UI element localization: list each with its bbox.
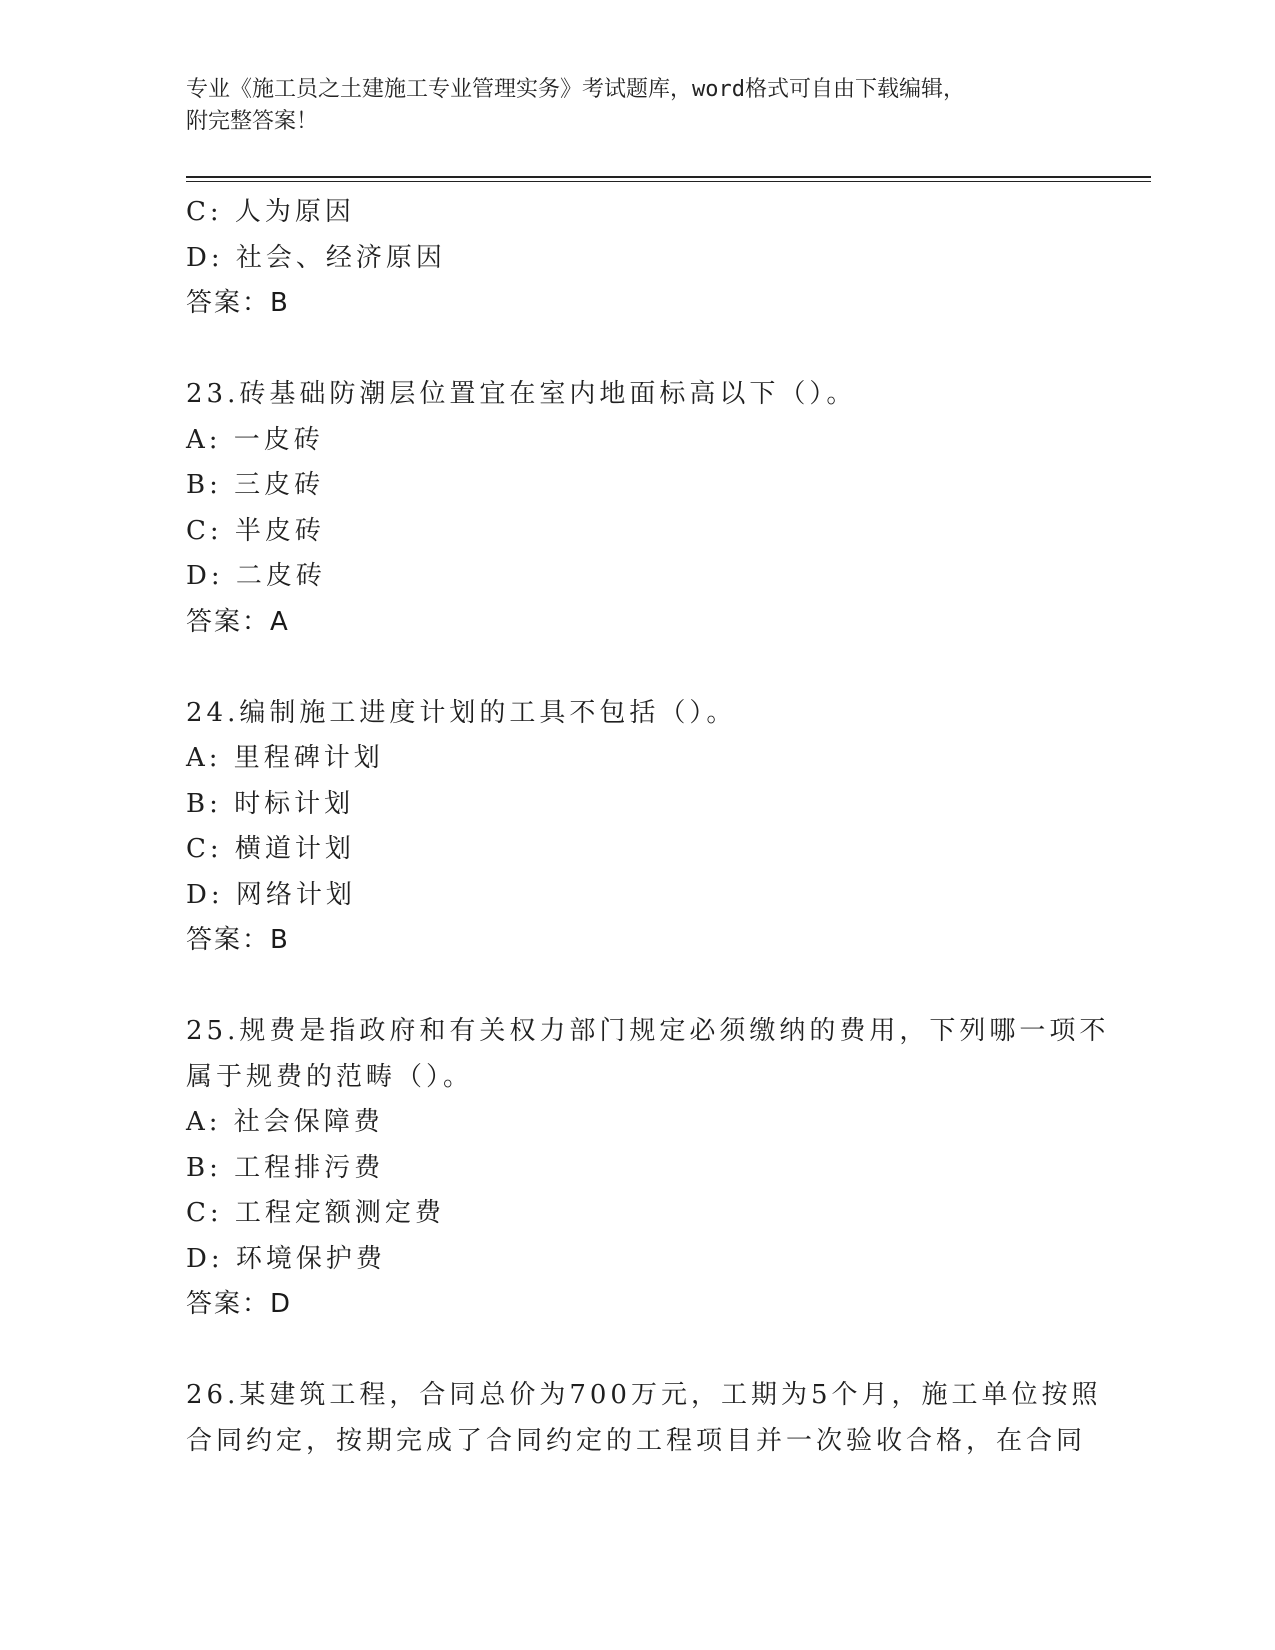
header-line-2: 附完整答案！ — [186, 109, 319, 134]
option-c: C: 工程定额测定费 — [186, 1198, 445, 1228]
option-d: D: 网络计划 — [186, 879, 356, 910]
question-text-line-2: 合同约定，按期完成了合同约定的工程项目并一次验收合格，在合同 — [186, 1425, 1087, 1456]
answer-line: 答案：A — [186, 606, 290, 637]
header-line-1: 专业《施工员之土建施工专业管理实务》考试题库，word格式可自由下载编辑， — [186, 77, 965, 102]
question-23 — [186, 372, 1086, 645]
option-d: D: 社会、经济原因 — [186, 242, 446, 273]
question-text-line-1: 26.某建筑工程，合同总价为700万元，工期为5个月，施工单位按照 — [186, 1380, 1102, 1410]
option-a: A: 一皮砖 — [186, 424, 324, 455]
document-body — [186, 190, 1110, 1464]
answer-line: 答案：D — [186, 1289, 293, 1319]
option-c: C: 半皮砖 — [186, 515, 325, 546]
question-text: 24.编制施工进度计划的工具不包括（）。 — [186, 697, 737, 728]
question-text-line-1: 25.规费是指政府和有关权力部门规定必须缴纳的费用，下列哪一项不 — [186, 1016, 1110, 1046]
option-c: C: 横道计划 — [186, 834, 355, 864]
question-26 — [186, 1373, 1102, 1464]
answer-line: 答案：B — [186, 925, 290, 955]
spacer — [186, 1328, 1086, 1374]
option-d: D: 环境保护费 — [186, 1243, 386, 1274]
question-24 — [186, 691, 1086, 964]
question-text: 23.砖基础防潮层位置宜在室内地面标高以下（）。 — [186, 379, 857, 409]
question-text-line-2: 属于规费的范畴（）。 — [186, 1061, 474, 1092]
spacer — [186, 327, 1086, 373]
option-d: D: 二皮砖 — [186, 561, 326, 591]
document-header — [186, 74, 1086, 138]
option-a: A: 社会保障费 — [186, 1107, 384, 1137]
header-divider — [186, 176, 1151, 182]
option-c: C: 人为原因 — [186, 197, 355, 227]
option-a: A: 里程碑计划 — [186, 743, 384, 773]
spacer — [186, 645, 1086, 691]
answer-line: 答案：B — [186, 288, 290, 318]
option-b: B: 时标计划 — [186, 788, 355, 819]
question-25 — [186, 1009, 1110, 1328]
spacer — [186, 964, 1086, 1010]
option-b: B: 三皮砖 — [186, 470, 325, 500]
option-b: B: 工程排污费 — [186, 1152, 385, 1183]
